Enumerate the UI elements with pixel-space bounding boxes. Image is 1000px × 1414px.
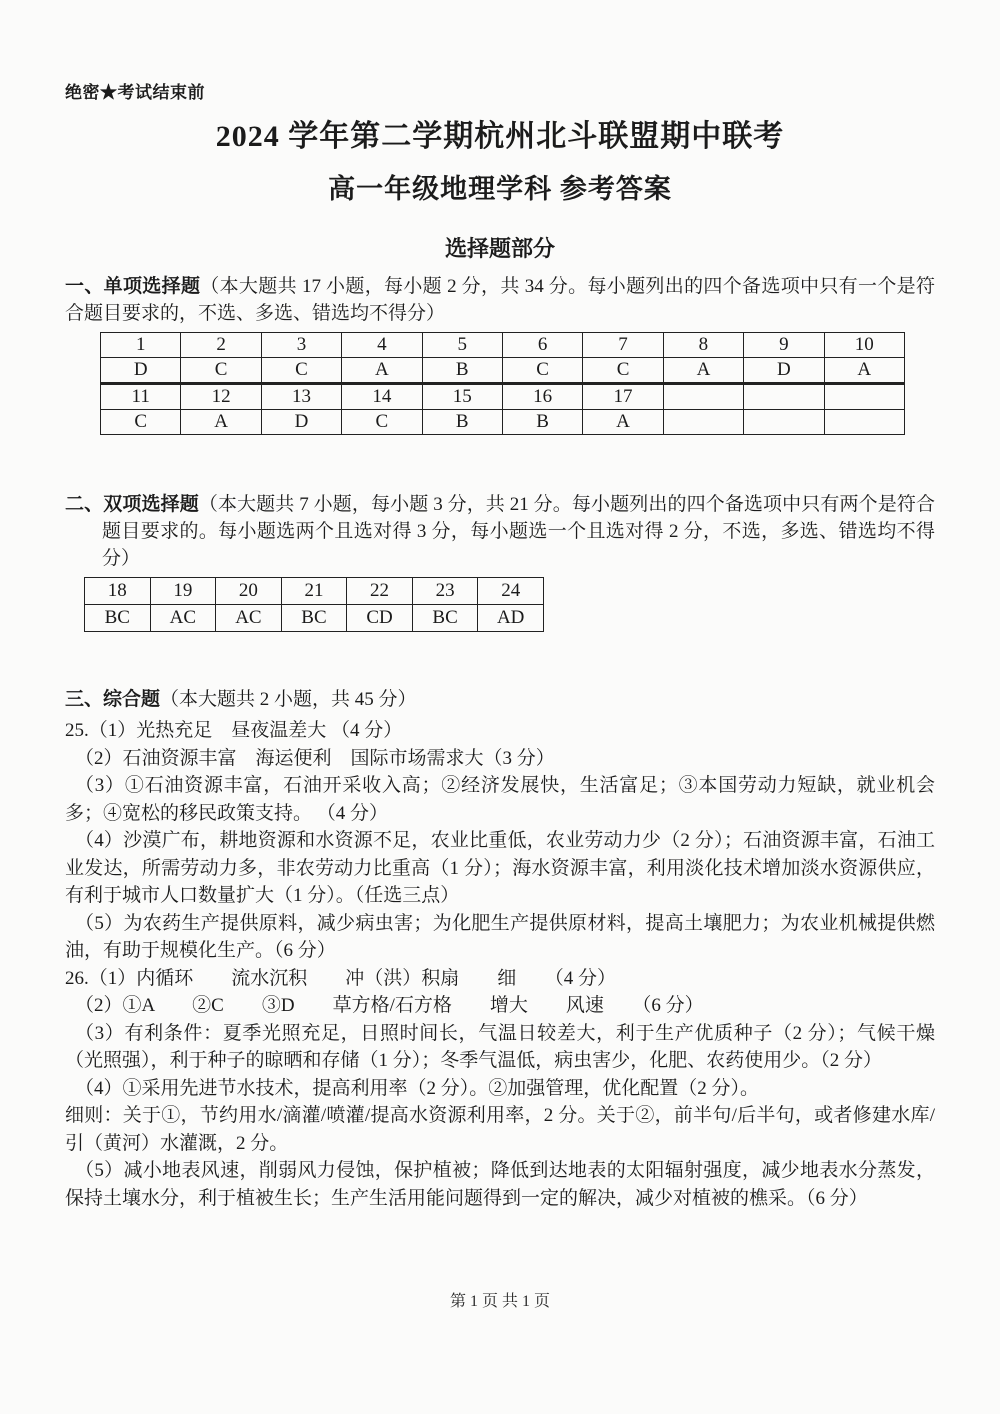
answer-cell: A	[824, 358, 904, 384]
answer-paragraph: （5）为农药生产提供原料，减少病虫害；为化肥生产提供原材料，提高土壤肥力；为农业机械提供燃油，有助于规模化生产。（6 分）	[65, 912, 935, 961]
answer-paragraph: 细则：关于①，节约用水/滴灌/喷灌/提高水资源利用率，2 分。关于②，前半句/后半句，或者修建水库/引（黄河）水灌溉，2 分。	[65, 1105, 935, 1154]
table-row	[101, 358, 905, 384]
answer-cell: B	[422, 410, 502, 435]
spacer	[65, 435, 935, 481]
answer-cell: 5	[422, 333, 502, 358]
answer-cell: A	[342, 358, 422, 384]
answer-cell: B	[502, 410, 582, 435]
answer-cell: 1	[101, 333, 181, 358]
answer-cell	[663, 410, 743, 435]
double-choice-description: （本大题共 7 小题，每小题 3 分，共 21 分。每小题列出的四个备选项中只有两个是符合题目要求的。每小题选两个且选对得 3 分，每小题选一个且选对得 2 分，不选，多选、错选均不得分）	[102, 494, 935, 569]
answer-cell: 24	[478, 578, 544, 605]
table-row	[101, 384, 905, 410]
answer-cell: C	[342, 410, 422, 435]
answer-cell: 14	[342, 384, 422, 410]
answer-paragraph: （5）减小地表风速，削弱风力侵蚀，保护植被；降低到达地表的太阳辐射强度，减少地表水分蒸发，保持土壤水分，利于植被生长；生产生活用能问题得到一定的解决，减少对植被的樵采。（6 分）	[65, 1160, 935, 1209]
comprehensive-answers	[65, 717, 935, 1212]
answer-cell: A	[181, 410, 261, 435]
answer-paragraph: 26.（1）内循环 流水沉积 冲（洪）积扇 细 （4 分）	[65, 967, 617, 989]
single-choice-answer-table	[100, 332, 905, 435]
answer-paragraph: （4）①采用先进节水技术，提高利用率（2 分）。②加强管理，优化配置（2 分）。	[75, 1077, 760, 1099]
double-choice-answer-table	[84, 577, 544, 632]
answer-paragraph: （2）石油资源丰富 海运便利 国际市场需求大（3 分）	[75, 747, 555, 769]
single-choice-intro	[65, 273, 935, 327]
comprehensive-intro	[65, 686, 935, 713]
classification-label: 绝密★考试结束前	[65, 83, 205, 102]
answer-paragraph: （4）沙漠广布，耕地资源和水资源不足，农业比重低，农业劳动力少（2 分）；石油资源丰富，石油工业发达，所需劳动力多，非农劳动力比重高（1 分）；海水资源丰富，利用淡化技术增加淡水资源供应，有利于城市人口数量扩大（1 分）。（任选三点）	[65, 830, 935, 906]
table-row	[101, 333, 905, 358]
answer-cell: 16	[502, 384, 582, 410]
answer-cell	[663, 384, 743, 410]
answer-paragraph: （3）有利条件：夏季光照充足，日照时间长，气温日较差大，利于生产优质种子（2 分）；气候干燥（光照强），利于种子的晾晒和存储（1 分）；冬季气温低，病虫害少，化肥、农药使用少。（2 分）	[65, 1022, 935, 1071]
answer-cell: BC	[412, 605, 478, 632]
answer-cell: D	[744, 358, 824, 384]
comprehensive-description: （本大题共 2 小题，共 45 分）	[160, 689, 417, 710]
answer-cell: A	[583, 410, 663, 435]
answer-cell: AC	[216, 605, 282, 632]
answer-cell: 21	[281, 578, 347, 605]
answer-cell: 15	[422, 384, 502, 410]
answer-cell: 12	[181, 384, 261, 410]
answer-cell: 13	[261, 384, 341, 410]
answer-cell: B	[422, 358, 502, 384]
answer-cell: 10	[824, 333, 904, 358]
answer-cell: C	[583, 358, 663, 384]
page-number: 第 1 页 共 1 页	[449, 1293, 550, 1310]
answer-cell: C	[261, 358, 341, 384]
answer-cell: BC	[281, 605, 347, 632]
answer-cell: A	[663, 358, 743, 384]
answer-paragraph: （2）①A ②C ③D 草方格/石方格 增大 风速 （6 分）	[75, 995, 704, 1016]
answer-cell: AD	[478, 605, 544, 632]
page-subtitle: 高一年级地理学科 参考答案	[328, 174, 672, 204]
answer-cell: C	[502, 358, 582, 384]
answer-cell: 3	[261, 333, 341, 358]
page-title: 2024 学年第二学期杭州北斗联盟期中联考	[215, 120, 785, 153]
answer-cell: 11	[101, 384, 181, 410]
table-row	[85, 605, 544, 632]
answer-cell: 19	[150, 578, 216, 605]
answer-cell: AC	[150, 605, 216, 632]
single-choice-description: （本大题共 17 小题，每小题 2 分，共 34 分。每小题列出的四个备选项中只有一个是符合题目要求的，不选、多选、错选均不得分）	[65, 276, 935, 324]
answer-cell: 6	[502, 333, 582, 358]
answer-cell: 22	[347, 578, 413, 605]
answer-paragraph: 25.（1）光热充足 昼夜温差大 （4 分）	[65, 720, 403, 741]
comprehensive-heading: 三、综合题	[65, 689, 161, 710]
answer-cell: C	[101, 410, 181, 435]
answer-cell: CD	[347, 605, 413, 632]
spacer	[65, 632, 935, 676]
answer-paragraph: （3）①石油资源丰富，石油开采收入高；②经济发展快，生活富足；③本国劳动力短缺，就业机会多；④宽松的移民政策支持。 （4 分）	[65, 775, 935, 824]
answer-cell: 7	[583, 333, 663, 358]
answer-cell: D	[101, 358, 181, 384]
double-choice-intro	[65, 491, 935, 572]
answer-cell	[744, 384, 824, 410]
answer-cell: BC	[85, 605, 151, 632]
answer-cell: D	[261, 410, 341, 435]
answer-cell: 23	[412, 578, 478, 605]
answer-cell: 20	[216, 578, 282, 605]
answer-cell: 2	[181, 333, 261, 358]
double-choice-heading: 二、双项选择题	[65, 494, 199, 515]
answer-cell: 4	[342, 333, 422, 358]
single-choice-heading: 一、单项选择题	[65, 276, 201, 297]
answer-cell	[744, 410, 824, 435]
answer-cell: 17	[583, 384, 663, 410]
answer-cell	[824, 410, 904, 435]
choice-part-heading: 选择题部分	[444, 236, 555, 261]
answer-cell: C	[181, 358, 261, 384]
answer-cell: 8	[663, 333, 743, 358]
table-row	[101, 410, 905, 435]
answer-cell	[824, 384, 904, 410]
answer-cell: 18	[85, 578, 151, 605]
table-row	[85, 578, 544, 605]
answer-cell: 9	[744, 333, 824, 358]
